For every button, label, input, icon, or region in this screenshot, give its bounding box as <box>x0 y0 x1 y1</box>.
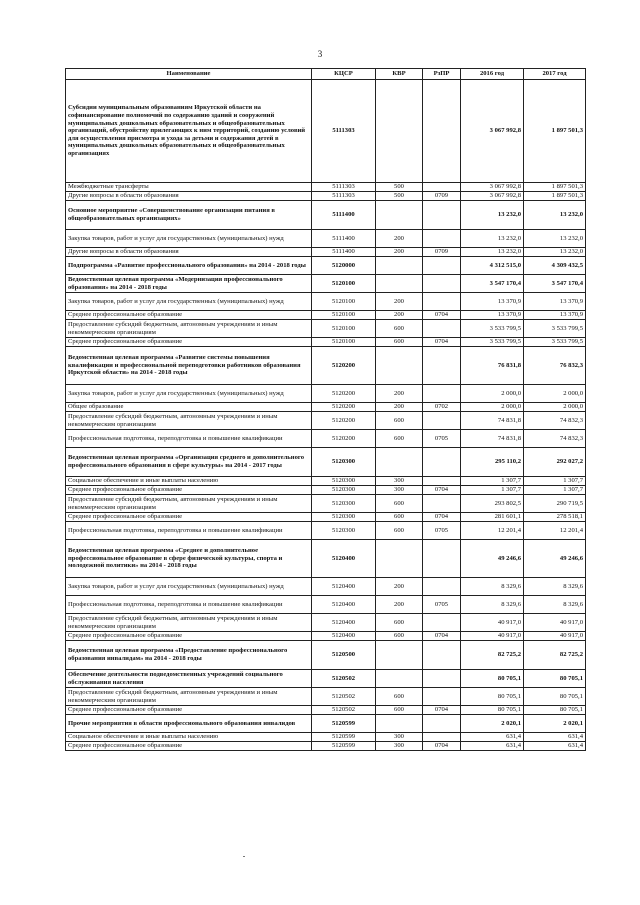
row-rzpr <box>423 540 461 578</box>
table-row <box>66 448 586 477</box>
row-value-2017: 13 232,0 <box>524 201 586 230</box>
row-value-2016: 3 547 170,4 <box>461 275 524 293</box>
row-kvr <box>376 448 423 477</box>
table-row <box>66 596 586 614</box>
row-value-2016: 80 705,1 <box>461 670 524 688</box>
row-value-2017: 13 232,0 <box>524 230 586 248</box>
row-kcsr: 5120599 <box>312 742 376 751</box>
row-value-2016: 3 067 992,8 <box>461 80 524 183</box>
row-kcsr: 5120400 <box>312 632 376 641</box>
row-kvr: 600 <box>376 495 423 513</box>
row-name: Другие вопросы в области образования <box>66 192 312 201</box>
header-2016: 2016 год <box>461 69 524 80</box>
row-kcsr: 5120300 <box>312 477 376 486</box>
row-value-2017: 3 547 170,4 <box>524 275 586 293</box>
table-row <box>66 201 586 230</box>
row-value-2017: 4 309 432,5 <box>524 257 586 275</box>
row-name: Предоставление субсидий бюджетным, автономным учреждениям и иным некоммерческим организациям <box>66 495 312 513</box>
table-row <box>66 311 586 320</box>
row-name: Среднее профессиональное образование <box>66 513 312 522</box>
row-rzpr: 0704 <box>423 338 461 347</box>
row-value-2016: 76 831,8 <box>461 347 524 385</box>
row-kcsr: 5120599 <box>312 733 376 742</box>
row-name: Ведомственная целевая программа «Предоставление профессионального образования инвалидам» на 2014 - 2018 годы <box>66 641 312 670</box>
row-rzpr: 0709 <box>423 192 461 201</box>
row-kcsr: 5120200 <box>312 347 376 385</box>
row-kvr: 200 <box>376 311 423 320</box>
table-row <box>66 338 586 347</box>
row-rzpr <box>423 201 461 230</box>
row-value-2016: 2 000,0 <box>461 403 524 412</box>
row-name: Предоставление субсидий бюджетным, автономным учреждениям и иным некоммерческим организациям <box>66 320 312 338</box>
row-value-2016: 1 307,7 <box>461 486 524 495</box>
row-name: Подпрограмма «Развитие профессионального образования» на 2014 - 2018 годы <box>66 257 312 275</box>
table-row <box>66 522 586 540</box>
table-row <box>66 230 586 248</box>
row-name: Социальное обеспечение и иные выплаты населению <box>66 477 312 486</box>
row-kcsr: 5120502 <box>312 670 376 688</box>
row-rzpr <box>423 275 461 293</box>
row-kcsr: 5120500 <box>312 641 376 670</box>
row-kvr <box>376 275 423 293</box>
row-name: Закупка товаров, работ и услуг для государственных (муниципальных) нужд <box>66 578 312 596</box>
table-row <box>66 412 586 430</box>
row-value-2017: 40 917,0 <box>524 614 586 632</box>
row-kvr: 600 <box>376 522 423 540</box>
row-value-2017: 1 897 501,3 <box>524 183 586 192</box>
row-kvr <box>376 641 423 670</box>
row-kcsr: 5120200 <box>312 412 376 430</box>
header-rzpr: РзПР <box>423 69 461 80</box>
row-value-2017: 80 705,1 <box>524 688 586 706</box>
row-kcsr: 5120200 <box>312 385 376 403</box>
row-rzpr <box>423 412 461 430</box>
table-row <box>66 486 586 495</box>
row-kvr: 200 <box>376 578 423 596</box>
row-kvr <box>376 540 423 578</box>
row-kcsr: 5120599 <box>312 715 376 733</box>
table-row <box>66 403 586 412</box>
row-value-2017: 8 329,6 <box>524 578 586 596</box>
row-kvr: 300 <box>376 477 423 486</box>
row-rzpr: 0704 <box>423 513 461 522</box>
row-kvr: 300 <box>376 742 423 751</box>
row-value-2017: 13 370,9 <box>524 311 586 320</box>
row-value-2017: 2 000,0 <box>524 403 586 412</box>
row-name: Среднее профессиональное образование <box>66 486 312 495</box>
row-rzpr <box>423 385 461 403</box>
row-name: Среднее профессиональное образование <box>66 338 312 347</box>
row-rzpr: 0704 <box>423 632 461 641</box>
table-row <box>66 632 586 641</box>
table-row <box>66 513 586 522</box>
row-value-2017: 40 917,0 <box>524 632 586 641</box>
table-row <box>66 742 586 751</box>
table-row <box>66 641 586 670</box>
row-kcsr: 5120400 <box>312 540 376 578</box>
row-rzpr <box>423 688 461 706</box>
table-body <box>66 80 586 751</box>
row-value-2016: 281 601,1 <box>461 513 524 522</box>
row-value-2016: 13 232,0 <box>461 230 524 248</box>
row-name: Общее образование <box>66 403 312 412</box>
row-name: Закупка товаров, работ и услуг для государственных (муниципальных) нужд <box>66 385 312 403</box>
budget-table <box>65 68 586 751</box>
row-rzpr <box>423 670 461 688</box>
row-rzpr <box>423 733 461 742</box>
table-row <box>66 248 586 257</box>
row-value-2016: 295 110,2 <box>461 448 524 477</box>
row-name: Предоставление субсидий бюджетным, автономным учреждениям и иным некоммерческим организациям <box>66 614 312 632</box>
row-value-2016: 13 232,0 <box>461 201 524 230</box>
row-rzpr <box>423 320 461 338</box>
row-kvr: 600 <box>376 632 423 641</box>
row-value-2016: 12 201,4 <box>461 522 524 540</box>
row-kcsr: 5120400 <box>312 596 376 614</box>
row-name: Межбюджетные трансферты <box>66 183 312 192</box>
row-value-2016: 3 533 799,5 <box>461 338 524 347</box>
row-name: Субсидии муниципальным образованиям Иркутской области на софинансирование полномочий по содержанию зданий и сооружений муниципальных дошкольных образовательных и общеобразовательных организаций, обустройству прилегающих к ним территорий, созданию условий для осуществления присмотра и ухода за детьми и содержания детей в муниципальных дошкольных образовательных и общеобразовательных организациях <box>66 80 312 183</box>
row-rzpr: 0704 <box>423 311 461 320</box>
row-value-2016: 74 831,8 <box>461 412 524 430</box>
row-kvr: 600 <box>376 513 423 522</box>
row-name: Ведомственная целевая программа «Развитие системы повышения квалификации и профессиональной переподготовки работников образования Иркутской области» на 2014 - 2018 годы <box>66 347 312 385</box>
row-value-2016: 80 705,1 <box>461 688 524 706</box>
row-rzpr <box>423 80 461 183</box>
table-row <box>66 257 586 275</box>
table-row <box>66 347 586 385</box>
row-kvr: 300 <box>376 486 423 495</box>
row-value-2017: 1 307,7 <box>524 477 586 486</box>
row-value-2017: 1 307,7 <box>524 486 586 495</box>
row-rzpr: 0704 <box>423 742 461 751</box>
row-value-2016: 3 533 799,5 <box>461 320 524 338</box>
row-name: Прочие мероприятия в области профессионального образования инвалидов <box>66 715 312 733</box>
row-value-2017: 80 705,1 <box>524 706 586 715</box>
table-row <box>66 192 586 201</box>
row-kvr: 300 <box>376 733 423 742</box>
row-kcsr: 5111400 <box>312 230 376 248</box>
row-name: Закупка товаров, работ и услуг для государственных (муниципальных) нужд <box>66 293 312 311</box>
row-kvr: 600 <box>376 688 423 706</box>
row-name: Профессиональная подготовка, переподготовка и повышение квалификации <box>66 596 312 614</box>
row-rzpr <box>423 614 461 632</box>
table-row <box>66 688 586 706</box>
row-kvr: 600 <box>376 320 423 338</box>
row-kcsr: 5120300 <box>312 495 376 513</box>
row-value-2017: 49 246,6 <box>524 540 586 578</box>
row-kvr: 500 <box>376 192 423 201</box>
row-value-2017: 631,4 <box>524 733 586 742</box>
row-kcsr: 5111303 <box>312 192 376 201</box>
row-value-2016: 13 370,9 <box>461 311 524 320</box>
row-rzpr: 0705 <box>423 522 461 540</box>
row-value-2017: 13 232,0 <box>524 248 586 257</box>
row-kvr <box>376 715 423 733</box>
row-name: Социальное обеспечение и иные выплаты населению <box>66 733 312 742</box>
row-kvr <box>376 347 423 385</box>
row-value-2016: 80 705,1 <box>461 706 524 715</box>
table-row <box>66 430 586 448</box>
row-kvr <box>376 257 423 275</box>
row-kvr: 600 <box>376 338 423 347</box>
row-kcsr: 5111303 <box>312 183 376 192</box>
row-value-2016: 3 067 992,8 <box>461 183 524 192</box>
row-rzpr: 0704 <box>423 486 461 495</box>
table-row <box>66 293 586 311</box>
row-name: Закупка товаров, работ и услуг для государственных (муниципальных) нужд <box>66 230 312 248</box>
row-value-2016: 1 307,7 <box>461 477 524 486</box>
row-kcsr: 5120300 <box>312 522 376 540</box>
row-kcsr: 5120502 <box>312 706 376 715</box>
row-kvr: 600 <box>376 430 423 448</box>
row-kcsr: 5120200 <box>312 403 376 412</box>
table-row <box>66 477 586 486</box>
row-value-2017: 76 832,3 <box>524 347 586 385</box>
row-kvr <box>376 80 423 183</box>
row-kvr <box>376 201 423 230</box>
row-value-2016: 40 917,0 <box>461 632 524 641</box>
table-row <box>66 183 586 192</box>
row-kcsr: 5120100 <box>312 338 376 347</box>
row-name: Основное мероприятие «Совершенствование организации питания в общеобразовательных организациях» <box>66 201 312 230</box>
header-kcsr: КЦСР <box>312 69 376 80</box>
row-kvr: 600 <box>376 614 423 632</box>
row-kvr: 200 <box>376 230 423 248</box>
row-name: Ведомственная целевая программа «Организация среднего и дополнительного профессионального образования в сфере культуры» на 2014 - 2017 годы <box>66 448 312 477</box>
row-value-2016: 4 312 515,0 <box>461 257 524 275</box>
row-value-2017: 2 020,1 <box>524 715 586 733</box>
row-name: Среднее профессиональное образование <box>66 742 312 751</box>
table-row <box>66 385 586 403</box>
row-value-2017: 631,4 <box>524 742 586 751</box>
row-name: Другие вопросы в области образования <box>66 248 312 257</box>
row-value-2016: 74 831,8 <box>461 430 524 448</box>
row-kvr: 600 <box>376 706 423 715</box>
row-value-2017: 80 705,1 <box>524 670 586 688</box>
row-value-2016: 8 329,6 <box>461 596 524 614</box>
row-kvr: 200 <box>376 248 423 257</box>
row-value-2017: 3 533 799,5 <box>524 320 586 338</box>
row-kcsr: 5120100 <box>312 275 376 293</box>
header-kvr: КВР <box>376 69 423 80</box>
row-name: Ведомственная целевая программа «Среднее и дополнительное профессиональное образование в сфере физической культуры, спорта и молодежной политики» на 2014 - 2018 годы <box>66 540 312 578</box>
row-kvr: 200 <box>376 403 423 412</box>
row-name: Среднее профессиональное образование <box>66 706 312 715</box>
table-row <box>66 578 586 596</box>
row-value-2017: 3 533 799,5 <box>524 338 586 347</box>
row-value-2016: 3 067 992,8 <box>461 192 524 201</box>
row-kvr <box>376 670 423 688</box>
row-value-2016: 293 802,5 <box>461 495 524 513</box>
row-rzpr: 0705 <box>423 596 461 614</box>
table-row <box>66 275 586 293</box>
table-row <box>66 320 586 338</box>
row-rzpr <box>423 230 461 248</box>
row-value-2016: 8 329,6 <box>461 578 524 596</box>
row-value-2017: 290 719,5 <box>524 495 586 513</box>
row-kcsr: 5120200 <box>312 430 376 448</box>
row-rzpr <box>423 495 461 513</box>
row-rzpr <box>423 347 461 385</box>
header-name: Наименование <box>66 69 312 80</box>
row-kvr: 200 <box>376 596 423 614</box>
table-row <box>66 706 586 715</box>
row-kcsr: 5120300 <box>312 448 376 477</box>
table-header-row <box>66 69 586 80</box>
row-value-2017: 74 832,3 <box>524 412 586 430</box>
row-value-2017: 1 897 501,3 <box>524 192 586 201</box>
row-value-2017: 278 518,1 <box>524 513 586 522</box>
row-kcsr: 5120100 <box>312 311 376 320</box>
row-value-2016: 631,4 <box>461 733 524 742</box>
row-rzpr: 0709 <box>423 248 461 257</box>
table-row <box>66 495 586 513</box>
row-kcsr: 5120400 <box>312 578 376 596</box>
row-value-2017: 82 725,2 <box>524 641 586 670</box>
table-row <box>66 540 586 578</box>
row-value-2017: 12 201,4 <box>524 522 586 540</box>
row-kcsr: 5111400 <box>312 248 376 257</box>
row-name: Профессиональная подготовка, переподготовка и повышение квалификации <box>66 430 312 448</box>
row-kvr: 500 <box>376 183 423 192</box>
row-kcsr: 5111303 <box>312 80 376 183</box>
row-kcsr: 5120100 <box>312 320 376 338</box>
table-row <box>66 80 586 183</box>
row-rzpr <box>423 578 461 596</box>
table-row <box>66 614 586 632</box>
row-name: Предоставление субсидий бюджетным, автономным учреждениям и иным некоммерческим организациям <box>66 412 312 430</box>
row-rzpr <box>423 293 461 311</box>
table-row <box>66 670 586 688</box>
row-name: Предоставление субсидий бюджетным, автономным учреждениям и иным некоммерческим организациям <box>66 688 312 706</box>
row-kcsr: 5120300 <box>312 513 376 522</box>
row-rzpr: 0704 <box>423 706 461 715</box>
row-value-2016: 2 020,1 <box>461 715 524 733</box>
row-kvr: 200 <box>376 385 423 403</box>
row-value-2016: 13 370,9 <box>461 293 524 311</box>
row-value-2016: 631,4 <box>461 742 524 751</box>
row-kcsr: 5120000 <box>312 257 376 275</box>
scan-mark <box>243 856 245 857</box>
row-kvr: 200 <box>376 293 423 311</box>
row-value-2017: 2 000,0 <box>524 385 586 403</box>
page-number: 3 <box>317 49 323 59</box>
row-kcsr: 5111400 <box>312 201 376 230</box>
row-kcsr: 5120502 <box>312 688 376 706</box>
row-value-2017: 8 329,6 <box>524 596 586 614</box>
row-kcsr: 5120300 <box>312 486 376 495</box>
row-name: Ведомственная целевая программа «Модернизация профессионального образования» на 2014 - 2018 годы <box>66 275 312 293</box>
row-name: Среднее профессиональное образование <box>66 632 312 641</box>
header-2017: 2017 год <box>524 69 586 80</box>
row-value-2016: 40 917,0 <box>461 614 524 632</box>
row-kvr: 600 <box>376 412 423 430</box>
row-value-2017: 13 370,9 <box>524 293 586 311</box>
row-rzpr: 0702 <box>423 403 461 412</box>
row-rzpr <box>423 183 461 192</box>
row-value-2016: 49 246,6 <box>461 540 524 578</box>
row-name: Среднее профессиональное образование <box>66 311 312 320</box>
row-value-2016: 13 232,0 <box>461 248 524 257</box>
row-value-2016: 2 000,0 <box>461 385 524 403</box>
row-rzpr <box>423 477 461 486</box>
row-rzpr <box>423 448 461 477</box>
row-rzpr <box>423 257 461 275</box>
row-value-2017: 74 832,3 <box>524 430 586 448</box>
row-name: Обеспечение деятельности подведомственных учреждений социального обслуживания населения <box>66 670 312 688</box>
row-value-2017: 292 027,2 <box>524 448 586 477</box>
row-rzpr: 0705 <box>423 430 461 448</box>
row-rzpr <box>423 641 461 670</box>
table-row <box>66 715 586 733</box>
row-kcsr: 5120100 <box>312 293 376 311</box>
row-value-2017: 1 897 501,3 <box>524 80 586 183</box>
table-row <box>66 733 586 742</box>
row-kcsr: 5120400 <box>312 614 376 632</box>
row-value-2016: 82 725,2 <box>461 641 524 670</box>
row-name: Профессиональная подготовка, переподготовка и повышение квалификации <box>66 522 312 540</box>
row-rzpr <box>423 715 461 733</box>
